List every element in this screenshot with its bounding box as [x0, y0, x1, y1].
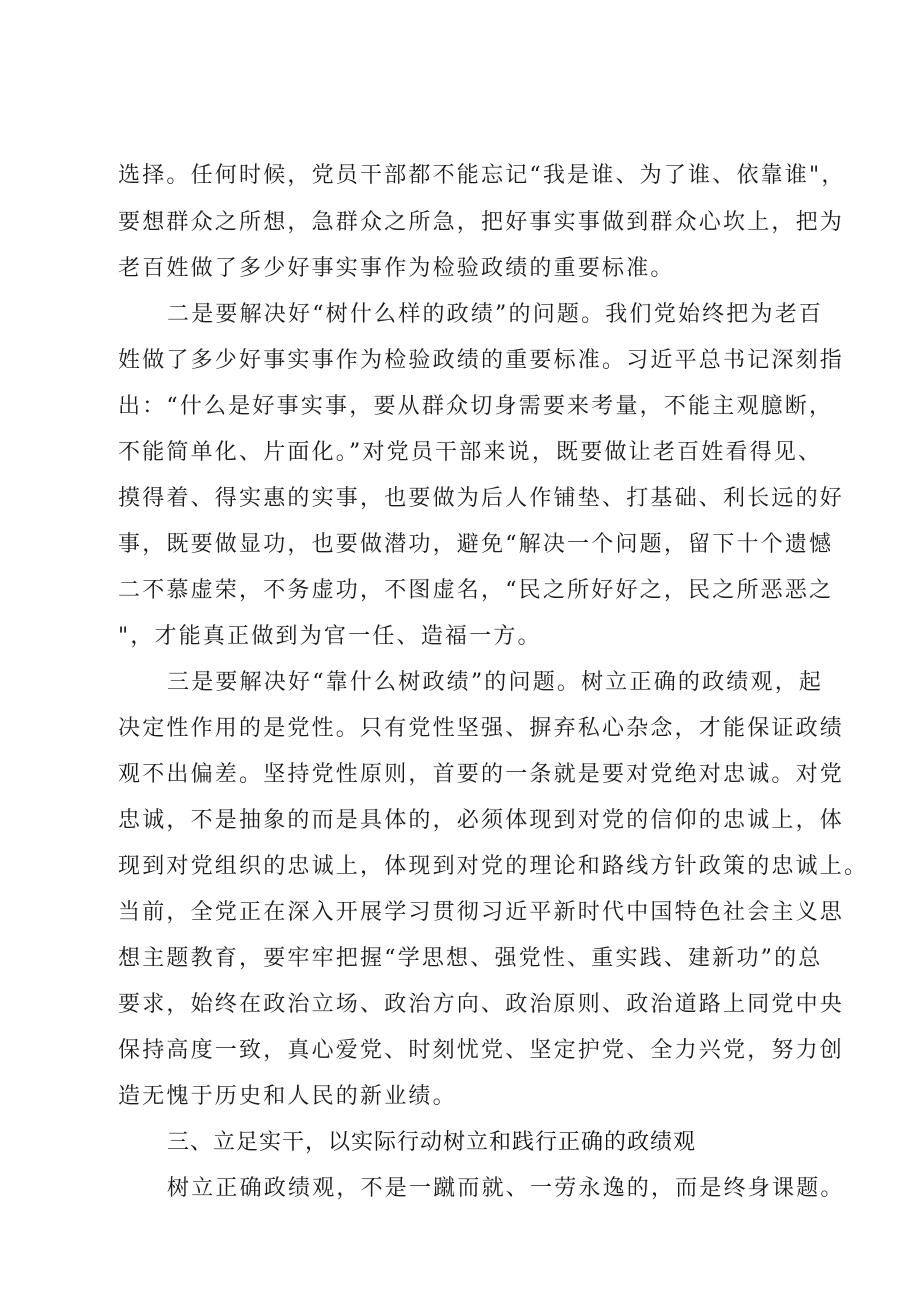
- text-line: 不能简单化、片面化。”对党员干部来说，既要做让老百姓看得见、: [118, 440, 823, 465]
- text-line: 出：“什么是好事实事，要从群众切身需要来考量，不能主观臆断，: [118, 394, 834, 419]
- section-heading: 三、立足实干，以实际行动树立和践行正确的政绩观: [167, 1130, 697, 1155]
- paragraph-start: 二是要解决好“树什么样的政绩”的问题。我们党始终把为老百: [167, 302, 824, 327]
- text-line: 摸得着、得实惠的实事，也要做为后人作铺垫、打基础、利长远的好: [118, 486, 845, 511]
- text-line: 姓做了多少好事实事作为检验政绩的重要标准。习近平总书记深刻指: [118, 348, 845, 373]
- paragraph-start: 三是要解决好“靠什么树政绩”的问题。树立正确的政绩观，起: [167, 670, 824, 695]
- text-line: 忠诚，不是抽象的而是具体的，必须体现到对党的信仰的忠诚上，体: [118, 808, 845, 833]
- text-line: 观不出偏差。坚持党性原则，首要的一条就是要对党绝对忠诚。对党: [118, 762, 845, 787]
- text-line: 二不慕虚荣，不务虚功，不图虚名，“民之所好好之，民之所恶恶之: [118, 578, 834, 603]
- text-line: 要求，始终在政治立场、政治方向、政治原则、政治道路上同党中央: [118, 992, 845, 1017]
- paragraph-start: 树立正确政绩观，不是一蹴而就、一劳永逸的，而是终身课题。: [167, 1176, 845, 1201]
- text-line: 想主题教育，要牢牢把握“学思想、强党性、重实践、建新功”的总: [118, 946, 823, 971]
- text-line: 造无愧于历史和人民的新业绩。: [118, 1084, 457, 1109]
- text-line: 要想群众之所想，急群众之所急，把好事实事做到群众心坎上，把为: [118, 210, 845, 235]
- text-line: 老百姓做了多少好事实事作为检验政绩的重要标准。: [118, 256, 675, 281]
- text-line: 现到对党组织的忠诚上，体现到对党的理论和路线方针政策的忠诚上。: [118, 854, 869, 879]
- text-line: 保持高度一致，真心爱党、时刻忧党、坚定护党、全力兴党，努力创: [118, 1038, 845, 1063]
- text-line: 当前，全党正在深入开展学习贯彻习近平新时代中国特色社会主义思: [118, 900, 845, 925]
- text-line: "，才能真正做到为官一任、造福一方。: [118, 624, 542, 649]
- text-line: 事，既要做显功，也要做潜功，避免“解决一个问题，留下十个遗憾: [118, 532, 834, 557]
- text-line: 选择。任何时候，党员干部都不能忘记“我是谁、为了谁、依靠谁"，: [118, 163, 846, 188]
- text-line: 决定性作用的是党性。只有党性坚强、摒弃私心杂念，才能保证政绩: [118, 716, 845, 741]
